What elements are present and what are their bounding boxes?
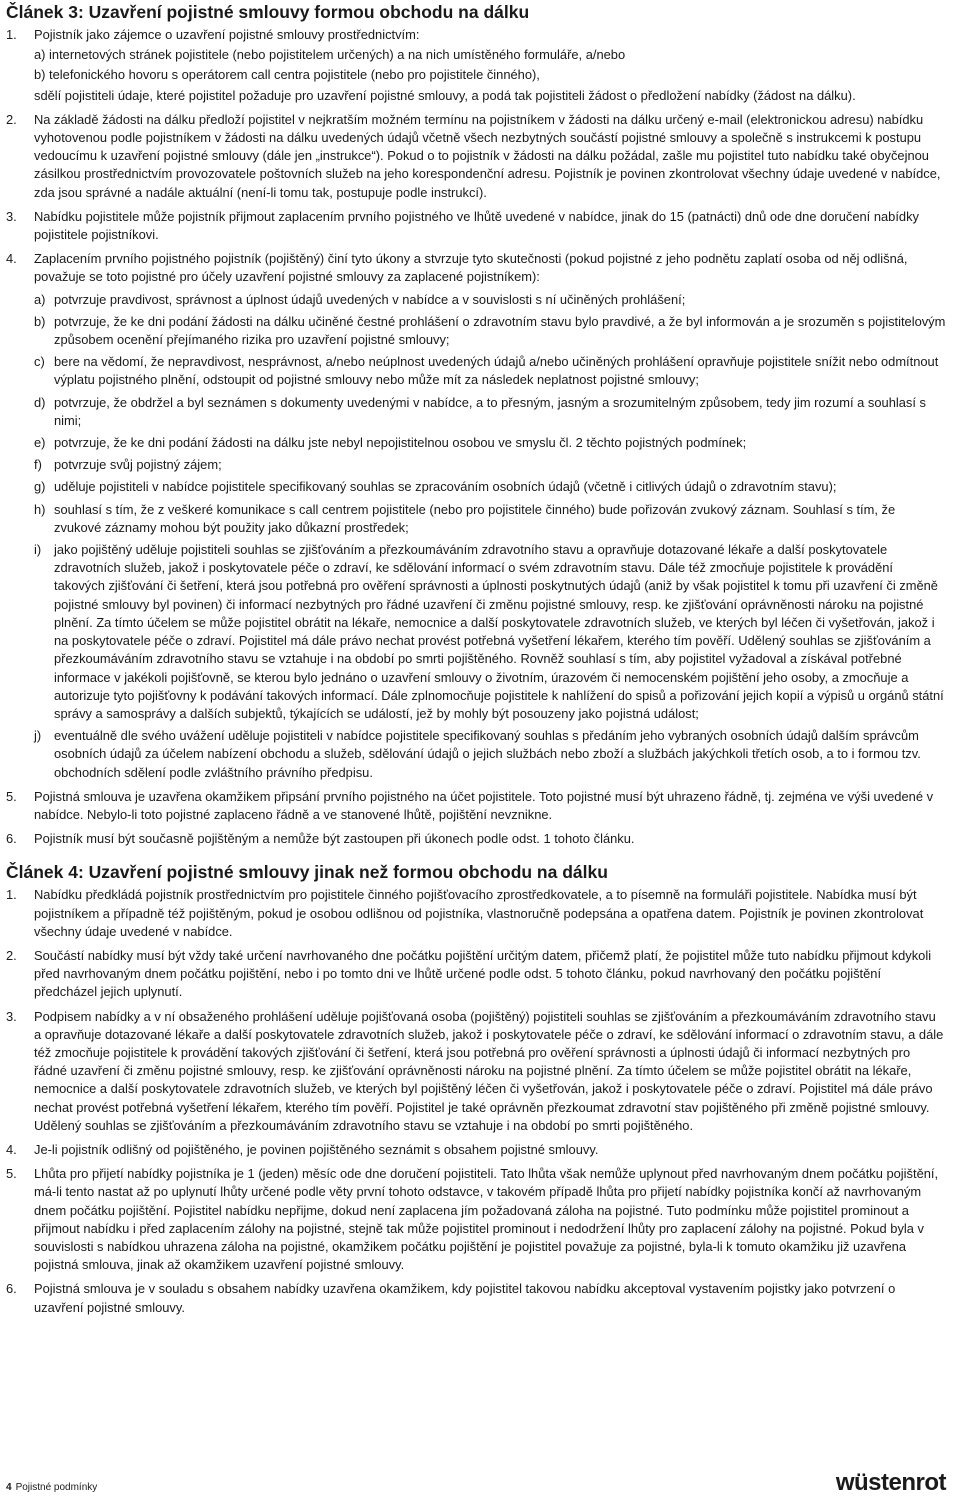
item-label: e) bbox=[34, 435, 46, 451]
item-text: potvrzuje pravdivost, správnost a úplnost údajů uvedených v nabídce a v souvislosti s ní učiněných prohlášení; bbox=[54, 291, 686, 307]
article-4-paragraph-5 bbox=[6, 1165, 946, 1274]
article-4-paragraph-4 bbox=[6, 1141, 946, 1159]
paragraph-intro: Pojistník jako zájemce o uzavření pojistné smlouvy prostřednictvím: bbox=[34, 27, 420, 42]
paragraph-number: 1. bbox=[6, 887, 17, 903]
paragraph-text: Součástí nabídky musí být vždy také určení navrhovaného dne počátku pojištění určitým datem, přičemž platí, že pojistitel může tuto nabídku přijmout kdykoli před navrhovaným dnem počátku pojištění, nebo i po tomto dni ve lhůtě určené podle odst. 5 tohoto článku, pokud navrhovaný den počátku pojištění předcházel jejich uplynutí. bbox=[34, 947, 932, 1000]
item-label: j) bbox=[34, 728, 42, 744]
item-label: b) bbox=[34, 313, 46, 329]
article-4-paragraph-1 bbox=[6, 886, 946, 941]
paragraph-intro: Zaplacením prvního pojistného pojistník (pojištěný) činí tyto úkony a stvrzuje tyto skutečnosti (pokud pojistné z jeho podnětu zaplatí osoba od něj odlišná, považuje se toto pojistné pro účely uzavření pojistné smlouvy za zaplacené pojistníkem): bbox=[34, 251, 908, 285]
list-item: b) telefonického hovoru s operátorem call centra pojistitele (nebo pro pojistitele činného), bbox=[34, 67, 540, 83]
footer-label bbox=[6, 1482, 97, 1493]
item-text: potvrzuje, že obdržel a byl seznámen s dokumenty uvedenými v nabídce, a to přesným, jasným a srozumitelným způsobem, tedy jim rozumí a souhlasí s nimi; bbox=[54, 394, 926, 428]
article-3-paragraph-1 bbox=[6, 26, 946, 105]
item-text: bere na vědomí, že nepravdivost, nesprávnost, a/nebo neúplnost uvedených údajů a/nebo učiněných prohlášení opravňuje pojistitele snížit nebo odmítnout výplatu pojistného plnění, odstoupit od pojistné smlouvy nebo může mít za následek neplatnost pojistné smlouvy; bbox=[54, 354, 939, 388]
paragraph-number: 5. bbox=[6, 1166, 17, 1182]
item-text: jako pojištěný uděluje pojistiteli souhlas se zjišťováním a přezkoumáváním zdravotního stavu a opravňuje dotazované lékaře a další poskytovatele zdravotních služeb, jakož i poskytovatele péče o zdraví, ke sdělování informací o svém zdravotním stavu. Dále též zmocňuje pojistitele k provádění takových zjišťování či šetření, která jsou potřebná pro ověření správnosti a úplnosti poskytnutých údajů (aniž by však pojistitel k tomu při uzavření či změně pojistné smlouvy byl povinen) či informací nezbytných pro řádné uzavření či změnu pojistné smlouvy, resp. ke zjišťování oprávněnosti nároku na pojistné plnění. Za tímto účelem se může pojistitel obrátit na lékaře, nemocnice a další poskytovatele zdravotních služeb, ve kterých byl léčen či vyšetřován, jakož i na poskytovatele péče o zdraví. Pojistitel má dále právo nechat provést potřebná vyšetření lékařem, kterého tím pověří. Udělený souhlas se zjišťováním a přezkoumáváním zdravotního stavu se vztahuje i na období po smrti pojištěného. Rovněž souhlasí s tím, aby pojistitel vyžadoval a získával potřebné informace v jakékoli pojišťovně, se kterou bylo jednáno o uzavření smlouvy o životním, úrazovém či nemocenském pojištění jeho osoby, a zmocňuje a autorizuje tyto pojišťovny k podávání takových informací. Dále zplnomocňuje pojistitele k nahlížení do spisů a pořizování jejich kopií a výpisů u orgánů státní správy a samosprávy a dalších subjektů, týkajících se událostí, jež by mohly být posouzeny jako pojistná událost; bbox=[54, 542, 944, 721]
paragraph-text: sdělí pojistiteli údaje, které pojistitel požaduje pro uzavření pojistné smlouvy, a podá tak pojistiteli žádost o předložení nabídky (žádost na dálku). bbox=[34, 87, 856, 103]
wustenrot-logo: wüstenrot bbox=[835, 1469, 946, 1496]
list-item bbox=[34, 541, 946, 723]
list-item bbox=[34, 727, 946, 782]
item-label: h) bbox=[34, 501, 46, 517]
paragraph-number: 6. bbox=[6, 1281, 17, 1297]
article-3-paragraph-2 bbox=[6, 111, 946, 202]
article-4-paragraph-3 bbox=[6, 1008, 946, 1135]
page-footer bbox=[6, 1471, 946, 1497]
item-label: g) bbox=[34, 479, 46, 495]
paragraph-number: 4. bbox=[6, 1141, 17, 1157]
article-4-paragraph-2 bbox=[6, 947, 946, 1002]
item-label: f) bbox=[34, 457, 42, 473]
article-3-paragraph-4 bbox=[6, 250, 946, 781]
article-4-title: Článek 4: Uzavření pojistné smlouvy jinak než formou obchodu na dálku bbox=[6, 862, 608, 883]
paragraph-number: 1. bbox=[6, 27, 17, 42]
item-text: potvrzuje, že ke dni podání žádosti na dálku učiněné čestné prohlášení o zdravotním stavu bylo pravdivé, a že byl informován a je srozuměn s pojistitelovým způsobem ocenění přejímaného rizika pro uzavření pojistné smlouvy; bbox=[54, 313, 946, 348]
paragraph-text: Podpisem nabídky a v ní obsaženého prohlášení uděluje pojišťovaná osoba (pojištěný) pojistiteli souhlas se zjišťováním a přezkoumáváním zdravotního stavu a opravňuje dotazované lékaře a další poskytovatele zdravotních služeb, jakož i poskytovatele péče o zdraví, ke sdělování informací o zdravotním stavu, a dále též zmocňuje pojistitele k provádění takových zjišťování či šetření, která jsou potřebná pro ověření správnosti a úplnosti údajů či informací nezbytných pro řádné uzavření či změnu pojistné smlouvy, resp. ke zjišťování oprávněnosti nároku na pojistné plnění. Za tímto účelem se může pojistitel obrátit na lékaře, nemocnice a další poskytovatele zdravotních služeb, ve kterých byl pojištěný léčen či vyšetřován, jakož i poskytovatele péče o zdraví. Pojistitel má dále právo nechat provést potřebná vyšetření lékařem, kterého tím pověří. Pojistitel je také oprávněn přezkoumat zdravotní stav pojištěného při změně pojistné smlouvy. Udělený souhlas se zjišťováním a přezkoumáváním zdravotního stavu se vztahuje i na období po smrti pojištěného. bbox=[34, 1008, 944, 1133]
list-item bbox=[34, 478, 946, 496]
document-name: Pojistné podmínky bbox=[15, 1482, 98, 1493]
item-text: potvrzuje, že ke dni podání žádosti na dálku jste nebyl nepojistitelnou osobou ve smyslu čl. 2 těchto pojistných podmínek; bbox=[54, 435, 747, 451]
item-label: d) bbox=[34, 394, 46, 410]
item-label: c) bbox=[34, 354, 45, 370]
subitem-list bbox=[34, 291, 946, 782]
article-4-paragraphs bbox=[6, 886, 946, 1316]
list-item bbox=[34, 394, 946, 430]
item-label: a) bbox=[34, 291, 46, 307]
paragraph-text: Nabídku pojistitele může pojistník přijmout zaplacením prvního pojistného ve lhůtě uvedené v nabídce, jinak do 15 (patnácti) dnů ode dne doručení nabídky pojistitele pojistníkovi. bbox=[34, 208, 919, 243]
list-item bbox=[34, 353, 946, 389]
paragraph-number: 5. bbox=[6, 788, 17, 804]
list-item bbox=[34, 291, 946, 309]
list-item bbox=[34, 456, 946, 474]
paragraph-number: 6. bbox=[6, 831, 17, 847]
paragraph-number: 3. bbox=[6, 1008, 17, 1024]
list-item bbox=[34, 434, 946, 452]
paragraph-number: 3. bbox=[6, 208, 17, 224]
paragraph-text: Pojistník musí být současně pojištěným a nemůže být zastoupen při úkonech podle odst. 1 tohoto článku. bbox=[34, 831, 635, 847]
paragraph-text: Je-li pojistník odlišný od pojištěného, je povinen pojištěného seznámit s obsahem pojistné smlouvy. bbox=[34, 1141, 599, 1157]
list-item bbox=[34, 501, 946, 537]
paragraph-number: 2. bbox=[6, 111, 17, 127]
list-item bbox=[34, 313, 946, 349]
article-3-paragraph-6 bbox=[6, 830, 946, 848]
paragraph-text: Pojistná smlouva je v souladu s obsahem nabídky uzavřena okamžikem, kdy pojistitel takovou nabídku akceptoval vystavením pojistky jako potvrzení o uzavření pojistné smlouvy. bbox=[34, 1281, 896, 1315]
article-3-title: Článek 3: Uzavření pojistné smlouvy formou obchodu na dálku bbox=[6, 2, 530, 22]
article-4-paragraph-6 bbox=[6, 1280, 946, 1316]
page-number: 4 bbox=[6, 1482, 12, 1493]
paragraph-text: Na základě žádosti na dálku předloží pojistitel v nejkratším možném termínu na pojistníkem v žádosti na dálku určený e-mail (elektronickou adresu) nabídku vyhotovenou podle pojistníkem v žádosti na dálku uvedených údajů včetně všech nezbytných součástí pojistné smlouvy a společně s instrukcemi k postupu vedoucímu k uzavření pojistné smlouvy (dále jen „instrukce“). Pokud o to pojistník v žádosti na dálku požádal, zašle mu pojistitel tuto nabídku také obyčejnou zásilkou prostřednictvím provozovatele poštovních služeb na jeho korespondenční adresu. Pojistník je povinen zkontrolovat všechny údaje uvedené v nabídce, zda jsou správné a nadále aktuální (není-li tomu tak, postupuje podle instrukcí). bbox=[34, 111, 941, 200]
article-3-paragraph-3 bbox=[6, 208, 946, 244]
paragraph-number: 2. bbox=[6, 947, 17, 963]
article-3-paragraph-5 bbox=[6, 788, 946, 824]
item-text: potvrzuje svůj pojistný zájem; bbox=[54, 457, 222, 473]
paragraph-text: Pojistná smlouva je uzavřena okamžikem připsání prvního pojistného na účet pojistitele. Toto pojistné musí být uhrazeno řádně, tj. zejména ve výši uvedené v nabídce. Nebylo-li toto pojistné zaplaceno řádně a ve stanovené lhůtě, pojištění nevznikne. bbox=[34, 788, 934, 822]
item-text: eventuálně dle svého uvážení uděluje pojistiteli v nabídce pojistitele specifikovaný souhlas s předáním jeho vybraných osobních údajů dalším správcům osobních údajů za účelem nabízení obchodu a služeb, sdělování údajů o jejich službách nebo zboží a službách jakýchkoli třetích osob, a to i formou tzv. obchodních sdělení podle zvláštního právního předpisu. bbox=[54, 728, 921, 780]
list-item: a) internetových stránek pojistitele (nebo pojistitelem určených) a na nich umístěného formuláře, a/nebo bbox=[34, 47, 626, 63]
paragraph-text: Nabídku předkládá pojistník prostřednictvím pro pojistitele činného pojišťovacího zprostředkovatele, a to písemně na formuláři pojistitele. Nabídka musí být pojistníkem a případně též pojištěným, pokud je osobou odlišnou od pojistníka, vlastnoručně podepsána a opatřena datem. Pojistník je povinen zkontrolovat všechny údaje uvedené v nabídce. bbox=[34, 887, 924, 939]
paragraph-text: Lhůta pro přijetí nabídky pojistníka je 1 (jeden) měsíc ode dne doručení pojistiteli. Tato lhůta však nemůže uplynout před navrhovaným dnem počátku pojištění, má-li tento nastat až po uplynutí lhůty určené podle věty první tohoto odstavce, v takovém případě lhůta pro přijetí nabídky pojistníka končí až navrhovaným dnem počátku pojištění. Pojistitel nabídku nepřijme, dokud není zaplacena jím požadovaná záloha na pojistné. Tuto podmínku může pojistitel prominout a přijmout nabídku i před zaplacením zálohy na pojistné, stejně tak může pojistitel prominout i nedodržení lhůty pro zaplacení zálohy na pojistné. Pokud byla v souvislosti s nabídkou uhrazena záloha na pojistné, okamžikem počátku pojištění je pojistitel považuje za pojistné, byla-li k tomuto okamžiku již uzavřena pojistná smlouva, jinak až okamžikem uzavření pojistné smlouvy. bbox=[34, 1166, 939, 1273]
paragraph-number: 4. bbox=[6, 251, 17, 267]
item-label: i) bbox=[34, 542, 42, 558]
item-text: souhlasí s tím, že z veškeré komunikace s call centrem pojistitele (nebo pro pojistitele činného) bude pořizován zvukový záznam. Souhlasí s tím, že zvukové záznamy mohou být použity jako důkazní prostředek; bbox=[54, 501, 896, 535]
item-text: uděluje pojistiteli v nabídce pojistitele specifikovaný souhlas se zpracováním osobních údajů (včetně i citlivých údajů o zdravotním stavu); bbox=[54, 479, 837, 495]
